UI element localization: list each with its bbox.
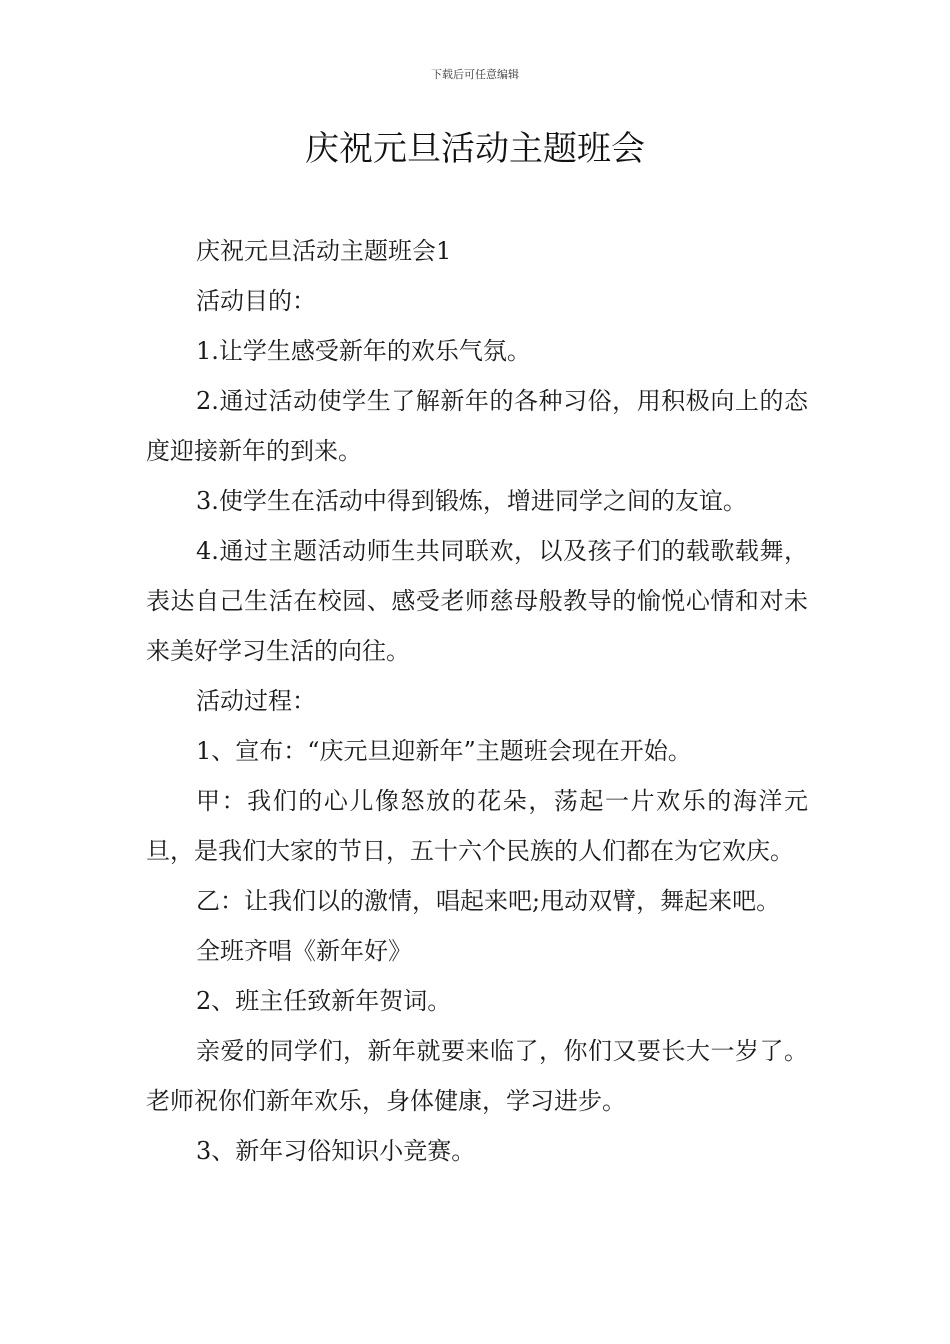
process-step: 3、新年习俗知识小竞赛。 [196, 1137, 476, 1165]
activity-process-heading: 活动过程： [196, 687, 316, 715]
dialogue-line: 乙：让我们以的激情，唱起来吧;甩动双臂，舞起来吧。 [196, 887, 781, 915]
goal-item: 4.通过主题活动师生共同联欢，以及孩子们的载歌载舞，表达自己生活在校园、感受老师慈母般教导的愉悦心情和对未来美好学习生活的向往。 [146, 537, 808, 665]
document-body [146, 226, 808, 1176]
dialogue-line: 甲：我们的心儿像怒放的花朵，荡起一片欢乐的海洋元旦，是我们大家的节日，五十六个民族的人们都在为它欢庆。 [146, 787, 808, 865]
process-step: 2、班主任致新年贺词。 [196, 987, 452, 1015]
section-heading: 庆祝元旦活动主题班会1 [196, 237, 452, 265]
greeting-text: 亲爱的同学们，新年就要来临了，你们又要长大一岁了。老师祝你们新年欢乐，身体健康，学习进步。 [146, 1037, 808, 1115]
header-note: 下载后可任意编辑 [431, 68, 519, 81]
activity-goal-heading: 活动目的： [196, 287, 316, 315]
process-step: 1、宣布：“庆元旦迎新年”主题班会现在开始。 [196, 737, 692, 765]
document-title: 庆祝元旦活动主题班会 [305, 129, 645, 169]
goal-item: 1.让学生感受新年的欢乐气氛。 [196, 337, 531, 365]
goal-item: 3.使学生在活动中得到锻炼，增进同学之间的友谊。 [196, 487, 747, 515]
goal-item: 2.通过活动使学生了解新年的各种习俗，用积极向上的态度迎接新年的到来。 [146, 387, 808, 465]
process-note: 全班齐唱《新年好》 [196, 937, 412, 965]
